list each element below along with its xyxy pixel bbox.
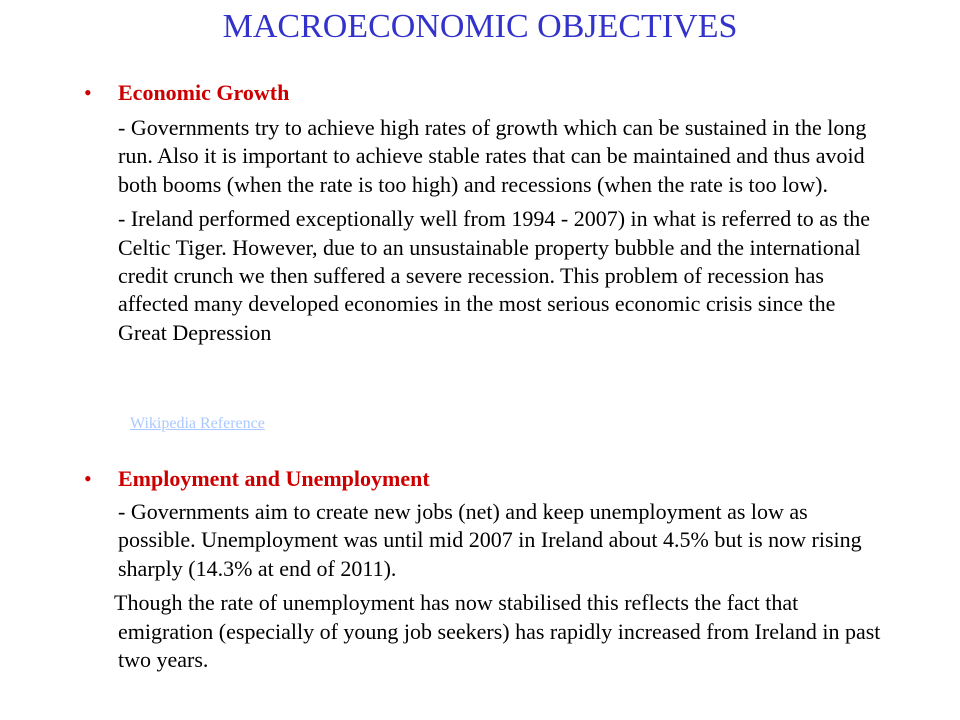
bullet-icon: • bbox=[84, 466, 92, 491]
bullet-heading-row bbox=[84, 464, 884, 494]
paragraph: - Governments aim to create new jobs (net) and keep unemployment as low as possible. Unemployment was until mid 2007 in Ireland about 4.5% but is now rising sharply (14.3% at end of 2011). bbox=[118, 499, 862, 581]
section-heading: Employment and Unemployment bbox=[118, 466, 430, 491]
paragraph: - Governments try to achieve high rates of growth which can be sustained in the long run. Also it is important to achieve stable rates that can be maintained and thus avoid both booms (when the rate is too high) and recessions (when the rate is too low). bbox=[118, 115, 867, 197]
slide-title: MACROECONOMIC OBJECTIVES bbox=[222, 8, 738, 45]
wikipedia-reference-link[interactable]: Wikipedia Reference bbox=[130, 415, 265, 432]
paragraph: Though the rate of unemployment has now stabilised this reflects the fact that emigration (especially of young job seekers) has rapidly increased from Ireland in past two years. bbox=[114, 590, 881, 673]
bullet-heading-row bbox=[84, 78, 884, 108]
bullet-icon: • bbox=[84, 80, 92, 105]
paragraph: - Ireland performed exceptionally well from 1994 - 2007) in what is referred to as the Celtic Tiger. However, due to an unsustainable property bubble and the international credit crunch we then suffered a severe recession. This problem of recession has affected many developed economies in the most serious economic crisis since the Great Depression bbox=[118, 206, 871, 345]
section-economic-growth bbox=[84, 78, 884, 347]
section-employment bbox=[84, 464, 884, 674]
section-heading: Economic Growth bbox=[118, 80, 290, 105]
